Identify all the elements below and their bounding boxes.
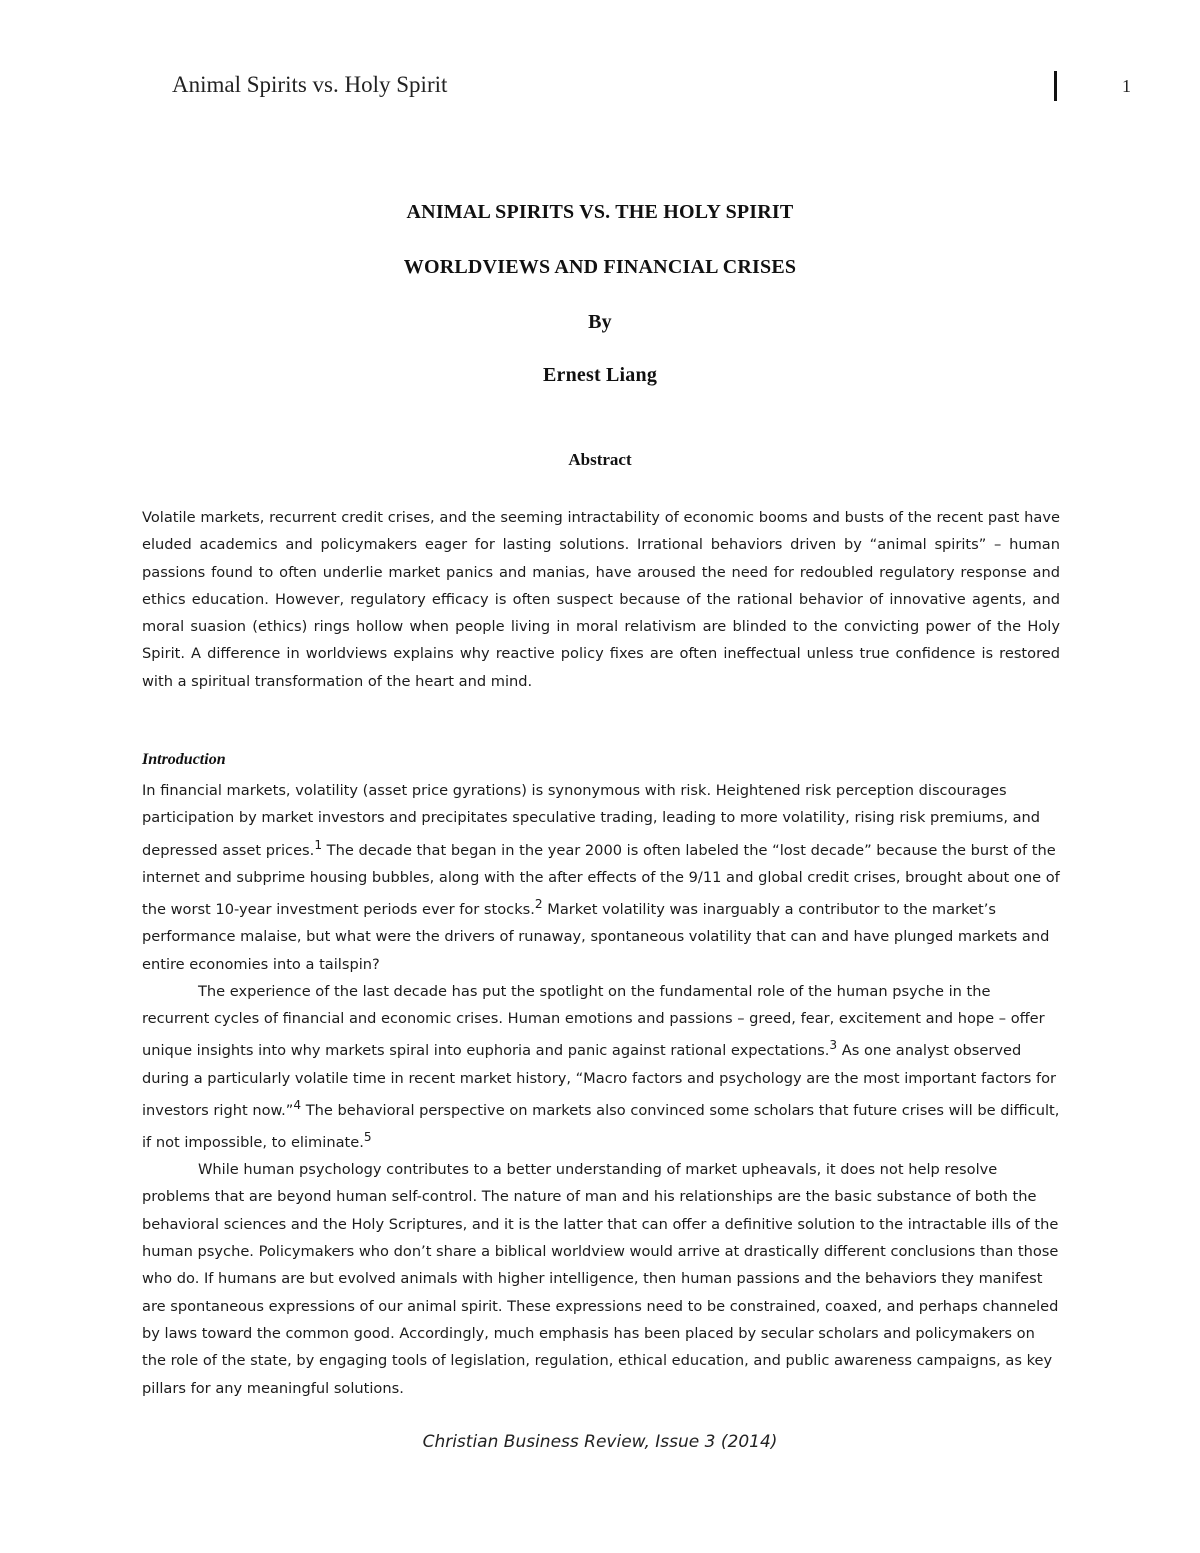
- footnote-ref-5[interactable]: 5: [363, 1130, 372, 1144]
- paper-subtitle: WORLDVIEWS AND FINANCIAL CRISES: [403, 256, 797, 278]
- paragraph-text: The behavioral perspective on markets also convinced some scholars that future crises will be difficult, if not impossible, to eliminate.: [142, 1101, 1060, 1151]
- intro-paragraph-3: While human psychology contributes to a better understanding of market upheavals, it does not help resolve problems that are beyond human self-control. The nature of man and his relationships are the basic substance of both the behavioral sciences and the Holy Scriptures, and it is the latter that can offer a definitive solution to the intractable ills of the human psyche. Policymakers who don’t share a biblical worldview would arrive at drastically different conclusions than those who do. If humans are but evolved animals with higher intelligence, then human passions and the behaviors they manifest are spontaneous expressions of our animal spirit. These expressions need to be constrained, coaxed, and perhaps channeled by laws toward the common good. Accordingly, much emphasis has been placed by secular scholars and policymakers on the role of the state, by engaging tools of legislation, regulation, ethical education, and public awareness campaigns, as key pillars for any meaningful solutions.: [142, 1161, 1059, 1397]
- intro-paragraph-2: [142, 978, 1062, 1156]
- abstract-text: Volatile markets, recurrent credit crises, and the seeming intractability of economic booms and busts of the recent past have eluded academics and policymakers eager for lasting solutions. Irrational behaviors driven by “animal spirits” – human passions found to often underlie market panics and manias, have aroused the need for redoubled regulatory response and ethics education. However, regulatory efficacy is often suspect because of the rational behavior of innovative agents, and moral suasion (ethics) rings hollow when people living in moral relativism are blinded to the convicting power of the Holy Spirit. A difference in worldviews explains why reactive policy fixes are often ineffectual unless true confidence is restored with a spiritual transformation of the heart and mind.: [142, 509, 1060, 690]
- paragraph-text: Market volatility was inarguably a contributor to the market’s performance malaise, but what were the drivers of runaway, spontaneous volatility that can and have plunged markets and entire economies into a tailspin?: [142, 900, 1050, 973]
- paper-title: ANIMAL SPIRITS VS. THE HOLY SPIRIT: [406, 201, 794, 223]
- intro-paragraph-1: [142, 777, 1062, 978]
- introduction-heading: Introduction: [142, 751, 226, 768]
- paragraph-text: The experience of the last decade has put the spotlight on the fundamental role of the human psyche in the recurrent cycles of financial and economic crises. Human emotions and passions – greed, fear, excitement and hope – offer unique insights into why markets spiral into euphoria and panic against rational expectations.: [142, 982, 1045, 1060]
- header-divider: [1054, 71, 1057, 101]
- footnote-ref-3[interactable]: 3: [829, 1038, 838, 1053]
- paragraph-text: As one analyst observed during a particularly volatile time in recent market history, “Macro factors and psychology are the most important factors for investors right now.”: [142, 1042, 1057, 1119]
- running-header-title: Animal Spirits vs. Holy Spirit: [172, 72, 448, 97]
- paragraph-text: The decade that began in the year 2000 is often labeled the “lost decade” because the burst of the internet and subprime housing bubbles, along with the after effects of the 9/11 and global credit crises, brought about one of the worst 10-year investment periods ever for stocks.: [142, 841, 1060, 918]
- introduction-body: [142, 777, 1062, 1402]
- footnote-ref-2[interactable]: 2: [534, 897, 543, 912]
- page-number: 1: [1122, 76, 1131, 96]
- footnote-ref-4[interactable]: 4: [293, 1097, 302, 1112]
- footnote-ref-1[interactable]: 1: [314, 837, 323, 852]
- footer-citation: Christian Business Review, Issue 3 (2014): [422, 1432, 778, 1452]
- author-name: Ernest Liang: [542, 364, 658, 386]
- paragraph-text: In financial markets, volatility (asset price gyrations) is synonymous with risk. Heightened risk perception discourages participation by market investors and precipitates speculative trading, leading to more volatility, rising risk premiums, and depressed asset prices.: [142, 782, 1041, 859]
- abstract-heading: Abstract: [568, 450, 632, 469]
- byline-by: By: [588, 311, 612, 333]
